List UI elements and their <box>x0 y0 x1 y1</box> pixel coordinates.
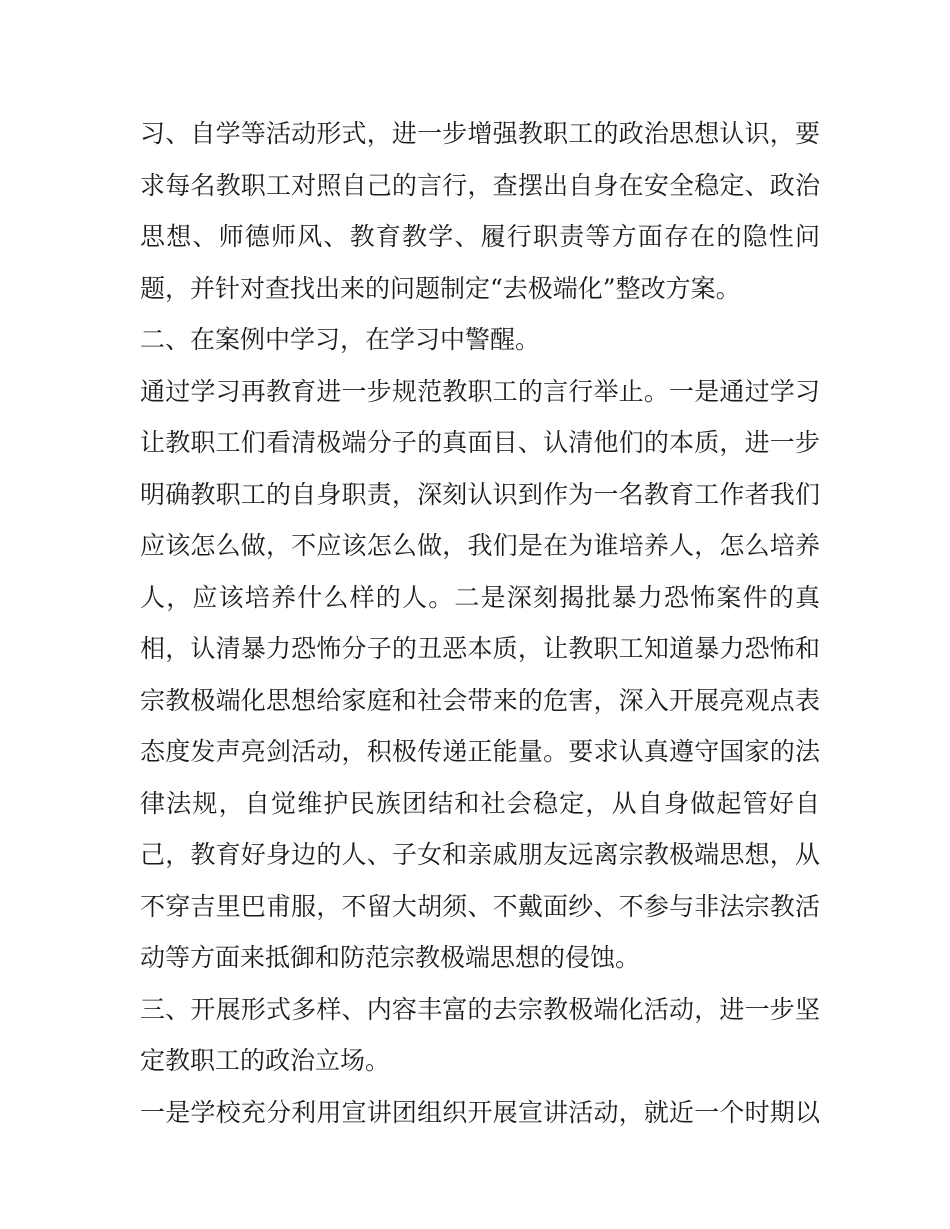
text-line: 律法规，自觉维护民族团结和社会稳定，从自身做起管好自 <box>140 788 820 818</box>
text-line: 通过学习再教育进一步规范教职工的言行举止。一是通过学习 <box>140 376 820 406</box>
text-line: 思想、师德师风、教育教学、履行职责等方面存在的隐性问 <box>140 222 820 251</box>
text-line: 一是学校充分利用宣讲团组织开展宣讲活动，就近一个时期以 <box>140 1097 820 1127</box>
text-line: 题，并针对查找出来的问题制定“去极端化”整改方案。 <box>140 273 741 303</box>
body-text <box>140 108 820 1138</box>
text-line: 不穿吉里巴甫服，不留大胡须、不戴面纱、不参与非法宗教活 <box>140 891 820 921</box>
section-heading: 三、开展形式多样、内容丰富的去宗教极端化活动，进一步坚 <box>140 994 820 1024</box>
text-line: 应该怎么做，不应该怎么做，我们是在为谁培养人，怎么培养 <box>140 531 820 560</box>
text-line: 让教职工们看清极端分子的真面目、认清他们的本质，进一步 <box>140 428 820 457</box>
section-heading: 二、在案例中学习，在学习中警醒。 <box>140 325 541 354</box>
text-line: 宗教极端化思想给家庭和社会带来的危害，深入开展亮观点表 <box>140 685 820 715</box>
text-line: 人，应该培养什么样的人。二是深刻揭批暴力恐怖案件的真 <box>140 582 820 612</box>
text-line: 态度发声亮剑活动，积极传递正能量。要求认真遵守国家的法 <box>140 737 820 766</box>
text-line: 动等方面来抵御和防范宗教极端思想的侵蚀。 <box>140 943 641 972</box>
text-line: 相，认清暴力恐怖分子的丑恶本质，让教职工知道暴力恐怖和 <box>140 634 820 663</box>
text-line: 明确教职工的自身职责，深刻认识到作为一名教育工作者我们 <box>140 479 820 509</box>
text-line: 求每名教职工对照自己的言行，查摆出自身在安全稳定、政治 <box>140 170 820 200</box>
section-heading: 定教职工的政治立场。 <box>140 1046 391 1075</box>
text-line: 己，教育好身边的人、子女和亲戚朋友远离宗教极端思想，从 <box>140 840 820 869</box>
text-line: 习、自学等活动形式，进一步增强教职工的政治思想认识，要 <box>140 119 820 148</box>
